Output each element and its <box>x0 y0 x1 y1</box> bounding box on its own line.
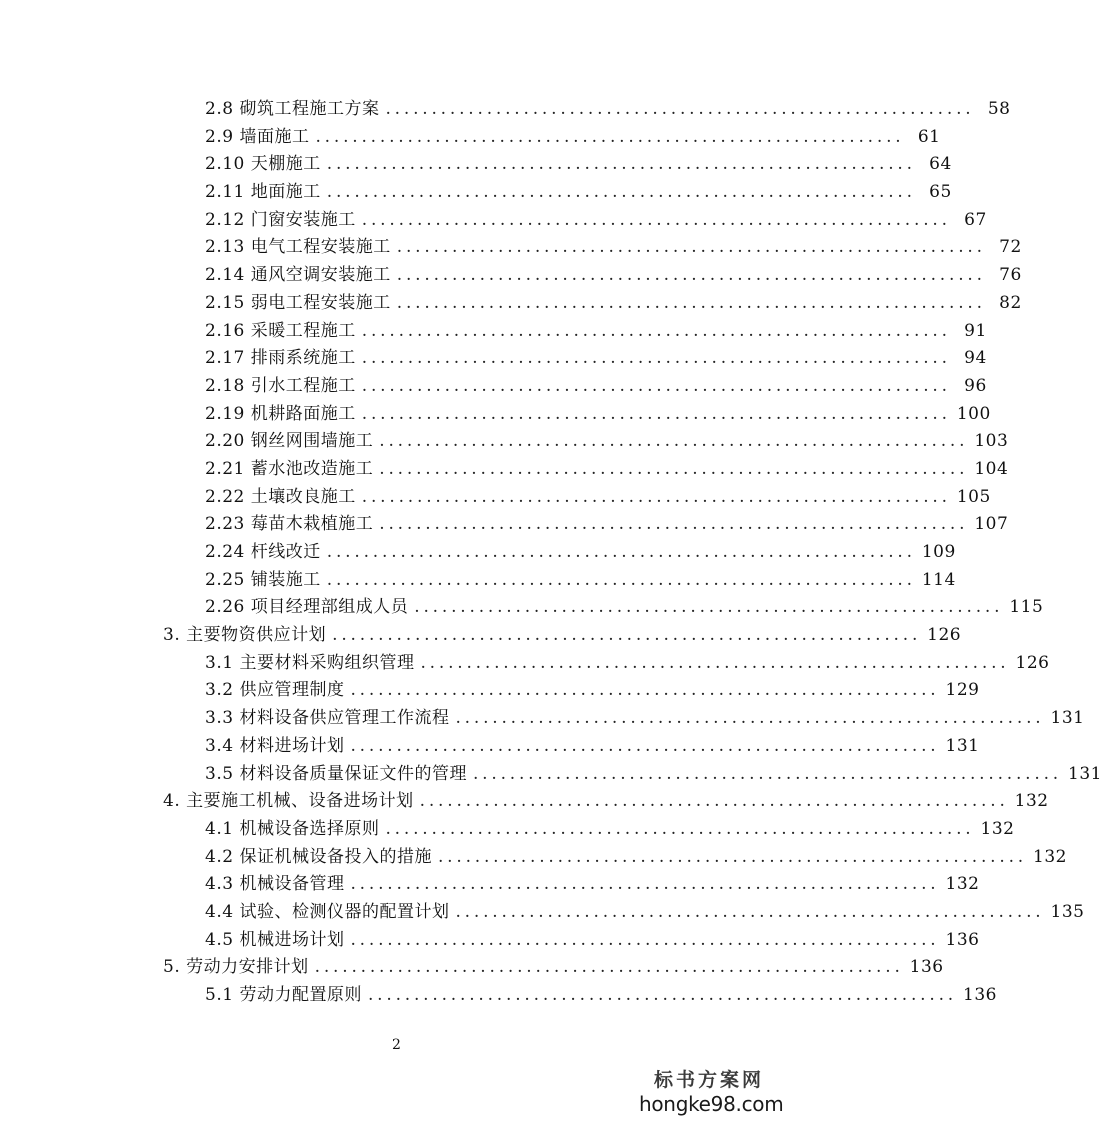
toc-entry-title: 2.12 门窗安装施工 <box>205 209 356 230</box>
toc-entry-title: 2.26 项目经理部组成人员 <box>205 597 409 618</box>
toc-entry-page: 132 <box>1014 791 1049 812</box>
toc-dot-leader: ................................................................ <box>472 763 1062 784</box>
toc-dot-leader: ................................................................ <box>361 403 951 424</box>
toc-entry-title: 4.2 保证机械设备投入的措施 <box>205 846 432 867</box>
toc-entry-title: 3.5 材料设备质量保证文件的管理 <box>205 763 467 784</box>
toc-entry[interactable] <box>0 373 987 401</box>
toc-dot-leader: ................................................................ <box>396 292 986 313</box>
toc-dot-leader: ................................................................ <box>455 901 1045 922</box>
toc-entry[interactable] <box>0 733 980 761</box>
toc-dot-leader: ................................................................ <box>455 708 1045 729</box>
toc-entry[interactable] <box>0 96 1011 124</box>
toc-entry-title: 2.21 蓄水池改造施工 <box>205 458 374 479</box>
toc-entry-title: 4.3 机械设备管理 <box>205 874 345 895</box>
toc-entry[interactable] <box>0 151 952 179</box>
toc-entry[interactable] <box>0 511 1009 539</box>
toc-entry[interactable] <box>0 982 997 1010</box>
toc-entry-title: 2.13 电气工程安装施工 <box>205 237 391 258</box>
toc-entry[interactable] <box>0 290 1022 318</box>
toc-entry-title: 2.24 杆线改迁 <box>205 542 321 562</box>
toc-dot-leader: ................................................................ <box>361 375 951 396</box>
toc-entry-page: 132 <box>945 874 980 895</box>
toc-entry-page: 64 <box>929 154 952 175</box>
toc-entry-page: 132 <box>980 818 1015 839</box>
toc-entry-page: 96 <box>964 375 987 396</box>
toc-entry-title: 3.2 供应管理制度 <box>205 680 345 701</box>
toc-entry-page: 103 <box>974 431 1009 452</box>
toc-dot-leader: ................................................................ <box>396 265 986 286</box>
toc-entry[interactable] <box>0 401 991 429</box>
toc-entry-page: 76 <box>999 265 1022 286</box>
toc-entry-title: 2.22 土壤改良施工 <box>205 486 356 507</box>
toc-entry-title: 2.9 墙面施工 <box>205 126 310 147</box>
table-of-contents <box>0 96 1102 1010</box>
toc-entry-page: 100 <box>956 403 991 424</box>
toc-entry-title: 2.19 机耕路面施工 <box>205 403 356 424</box>
toc-dot-leader: ................................................................ <box>379 458 969 479</box>
toc-entry-title: 2.14 通风空调安装施工 <box>205 265 391 286</box>
toc-entry-title: 2.16 采暖工程施工 <box>205 320 356 341</box>
toc-entry-title: 4.5 机械进场计划 <box>205 929 345 950</box>
site-watermark <box>639 1065 784 1116</box>
toc-entry-title: 2.15 弱电工程安装施工 <box>205 292 391 313</box>
toc-entry-page: 91 <box>964 320 987 341</box>
toc-entry-title: 2.20 钢丝网围墙施工 <box>205 431 374 452</box>
toc-entry[interactable] <box>0 899 1085 927</box>
toc-entry[interactable] <box>0 262 1022 290</box>
toc-entry-title: 3.4 材料进场计划 <box>205 735 345 756</box>
toc-dot-leader: ................................................................ <box>379 514 969 535</box>
watermark-title: 标书方案网 <box>653 1069 764 1091</box>
toc-entry-title: 4.4 试验、检测仪器的配置计划 <box>205 901 450 922</box>
toc-entry-title: 4.1 机械设备选择原则 <box>205 818 380 839</box>
toc-dot-leader: ................................................................ <box>350 735 940 756</box>
toc-entry[interactable] <box>0 567 956 595</box>
toc-dot-leader: ................................................................ <box>332 625 922 646</box>
toc-entry-page: 58 <box>987 99 1011 119</box>
toc-entry[interactable] <box>0 705 1085 733</box>
toc-entry-page: 94 <box>964 348 987 369</box>
toc-entry-page: 126 <box>927 625 962 646</box>
toc-dot-leader: ................................................................ <box>350 929 940 950</box>
toc-entry[interactable] <box>0 124 941 152</box>
toc-entry-title: 2.8 砌筑工程施工方案 <box>205 99 380 119</box>
toc-entry[interactable] <box>0 761 1102 789</box>
toc-entry-page: 114 <box>921 569 956 590</box>
toc-entry-title: 2.17 排雨系统施工 <box>205 348 356 369</box>
toc-entry-page: 136 <box>963 985 997 1005</box>
toc-dot-leader: ................................................................ <box>420 652 1010 673</box>
toc-entry-page: 104 <box>974 458 1009 479</box>
toc-entry-page: 105 <box>956 486 991 507</box>
toc-entry-page: 72 <box>999 237 1022 258</box>
toc-dot-leader: ................................................................ <box>350 874 940 895</box>
toc-entry-page: 136 <box>909 957 944 978</box>
toc-entry-page: 115 <box>1009 597 1044 618</box>
toc-entry-title: 2.11 地面施工 <box>205 182 321 203</box>
toc-entry[interactable] <box>0 207 987 235</box>
toc-dot-leader: ................................................................ <box>414 597 1004 618</box>
toc-entry[interactable] <box>0 234 1022 262</box>
toc-entry-title: 5.1 劳动力配置原则 <box>205 985 362 1005</box>
toc-entry-title: 2.18 引水工程施工 <box>205 375 356 396</box>
toc-entry-page: 109 <box>921 542 956 562</box>
toc-entry-title: 2.25 铺装施工 <box>205 569 321 590</box>
toc-entry[interactable] <box>0 954 944 982</box>
toc-entry-title: 3. 主要物资供应计划 <box>163 625 327 646</box>
toc-entry[interactable] <box>0 650 1050 678</box>
toc-entry-page: 61 <box>917 126 941 147</box>
toc-entry-page: 131 <box>945 735 980 756</box>
toc-entry-page: 82 <box>999 292 1022 313</box>
toc-entry-page: 67 <box>964 209 987 230</box>
toc-entry[interactable] <box>0 179 952 207</box>
toc-entry[interactable] <box>0 318 987 346</box>
toc-entry-title: 2.23 莓苗木栽植施工 <box>205 514 374 535</box>
toc-entry-title: 2.10 天棚施工 <box>205 154 321 175</box>
toc-entry[interactable] <box>0 816 1015 844</box>
toc-dot-leader: ................................................................ <box>361 320 951 341</box>
toc-dot-leader: ................................................................ <box>326 542 916 562</box>
toc-dot-leader: ................................................................ <box>396 237 986 258</box>
toc-dot-leader: ................................................................ <box>379 431 969 452</box>
toc-entry[interactable] <box>0 622 962 650</box>
toc-dot-leader: ................................................................ <box>326 182 916 203</box>
toc-entry[interactable] <box>0 677 980 705</box>
toc-entry[interactable] <box>0 844 1067 872</box>
toc-entry-title: 5. 劳动力安排计划 <box>163 957 309 978</box>
toc-entry[interactable] <box>0 594 1044 622</box>
toc-dot-leader: ................................................................ <box>367 985 957 1005</box>
toc-dot-leader: ................................................................ <box>361 486 951 507</box>
watermark-url: hongke98.com <box>639 1092 784 1116</box>
toc-dot-leader: ................................................................ <box>350 680 940 701</box>
toc-dot-leader: ................................................................ <box>385 99 975 119</box>
toc-entry-page: 136 <box>945 929 980 950</box>
toc-entry-page: 107 <box>974 514 1009 535</box>
toc-dot-leader: ................................................................ <box>326 569 916 590</box>
toc-entry[interactable] <box>0 345 987 373</box>
toc-entry[interactable] <box>0 484 991 512</box>
toc-dot-leader: ................................................................ <box>361 209 951 230</box>
toc-entry[interactable] <box>0 428 1009 456</box>
toc-entry-page: 132 <box>1033 846 1067 867</box>
toc-entry-title: 3.3 材料设备供应管理工作流程 <box>205 708 450 729</box>
toc-entry-title: 3.1 主要材料采购组织管理 <box>205 652 415 673</box>
page-number: 2 <box>392 1037 401 1053</box>
toc-dot-leader: ................................................................ <box>315 126 905 147</box>
toc-entry[interactable] <box>0 927 980 955</box>
toc-entry[interactable] <box>0 456 1009 484</box>
toc-dot-leader: ................................................................ <box>326 154 916 175</box>
toc-entry-page: 126 <box>1015 652 1050 673</box>
toc-entry-page: 135 <box>1050 901 1085 922</box>
toc-entry-page: 129 <box>945 680 980 701</box>
toc-entry-page: 65 <box>929 182 952 203</box>
toc-entry[interactable] <box>0 871 980 899</box>
toc-dot-leader: ................................................................ <box>361 348 951 369</box>
toc-entry-page: 131 <box>1068 763 1102 784</box>
toc-dot-leader: ................................................................ <box>385 818 975 839</box>
toc-dot-leader: ................................................................ <box>419 791 1009 812</box>
toc-dot-leader: ................................................................ <box>437 846 1027 867</box>
toc-entry[interactable] <box>0 788 1049 816</box>
toc-entry[interactable] <box>0 539 956 567</box>
toc-dot-leader: ................................................................ <box>314 957 904 978</box>
toc-entry-title: 4. 主要施工机械、设备进场计划 <box>163 791 414 812</box>
toc-entry-page: 131 <box>1050 708 1085 729</box>
